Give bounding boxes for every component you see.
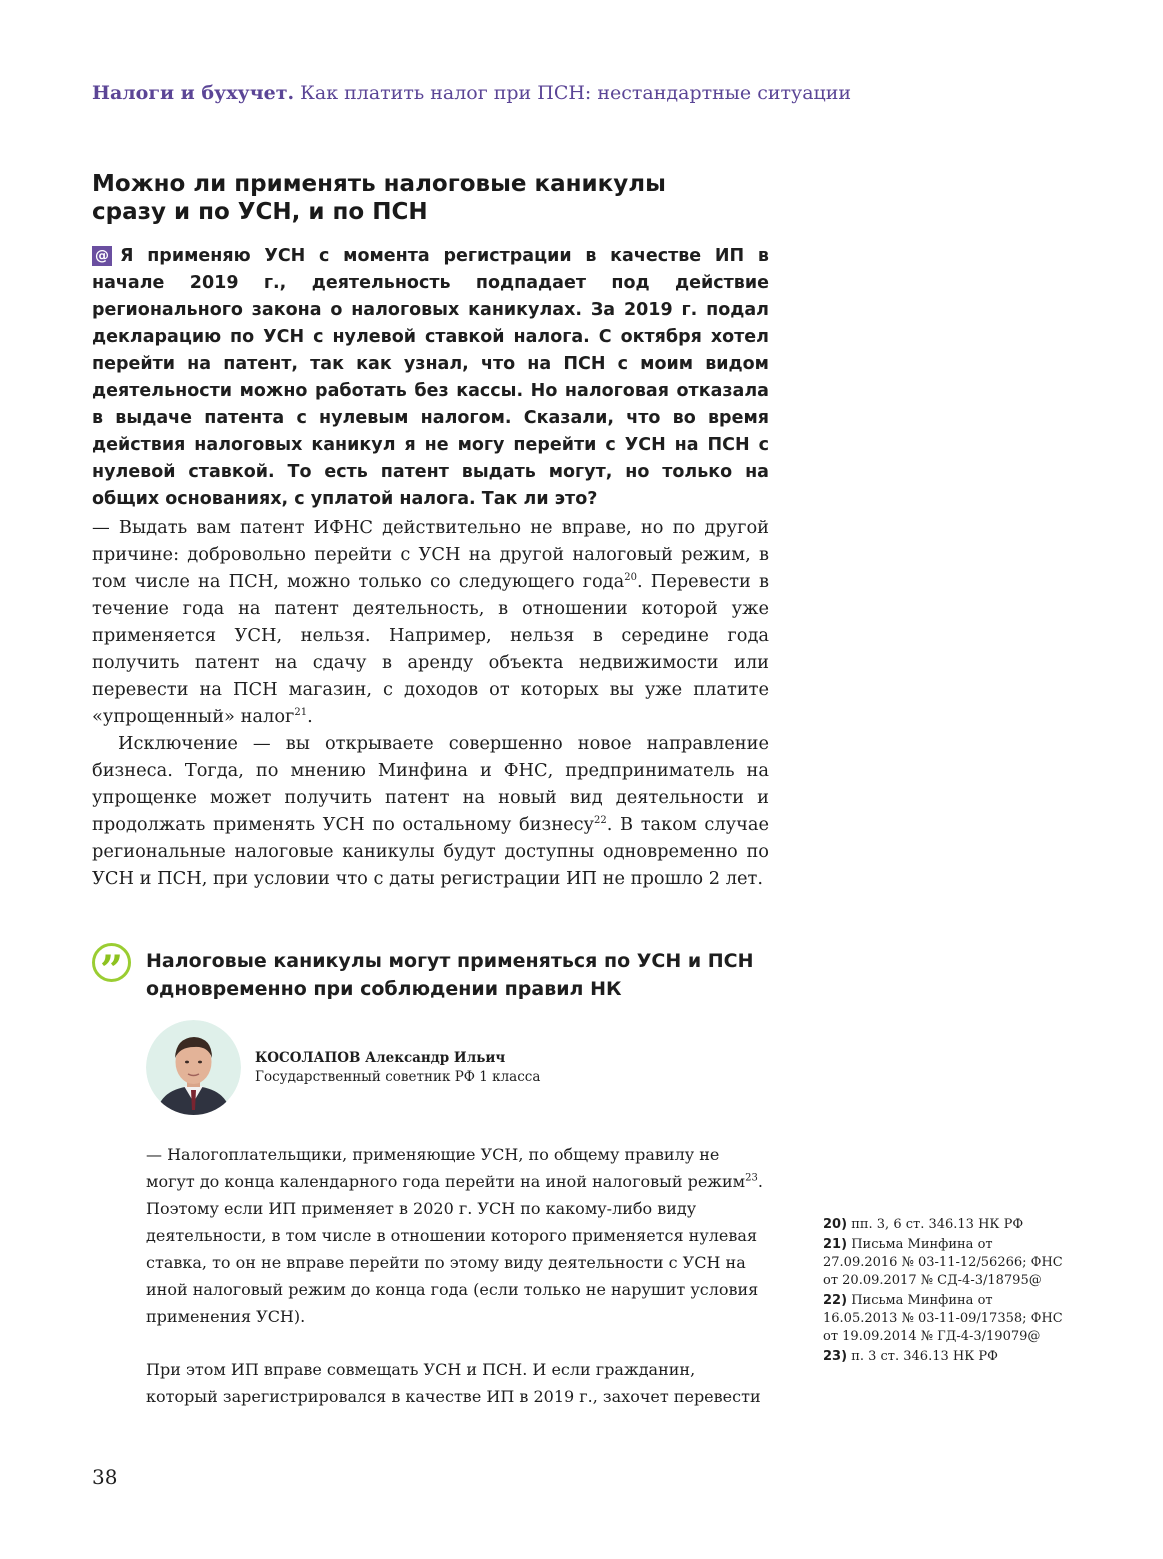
expert-text: — Налогоплательщики, применяющие УСН, по общему правилу не могут до конца календарного года перейти на иной налоговый режим	[146, 1145, 746, 1191]
answer-text: . Перевести в течение года на патент деятельность, в отношении которой уже применяется УСН, нельзя. Например, нельзя в середине года получить патент на сдачу в аренду объекта недвижимости или перевести на ПСН магазин, с доходов от которых вы уже платите «упрощенный» налог	[92, 571, 769, 727]
footnote	[823, 1348, 1063, 1366]
article-title: Можно ли применять налоговые каникулы сразу и по УСН, и по ПСН	[92, 171, 666, 225]
footnote-number: 22)	[823, 1293, 848, 1308]
expert-position: Государственный советник РФ 1 класса	[255, 1069, 541, 1085]
footnote-number: 23)	[823, 1349, 848, 1364]
expert-avatar	[146, 1020, 241, 1115]
footnote-ref: 21	[294, 707, 308, 719]
footnotes	[823, 1216, 1063, 1368]
header-section: Налоги и бухучет.	[92, 82, 295, 104]
reader-question	[92, 243, 769, 513]
footnote-text: Письма Минфина от 16.05.2013 № 03-11-09/17358; ФНС от 19.09.2014 № ГД-4-3/19079@	[823, 1293, 1063, 1344]
expert-paragraph: При этом ИП вправе совмещать УСН и ПСН. И если гражданин, который зарегистрировался в качестве ИП в 2019 г., захочет перевести	[146, 1360, 761, 1406]
answer-text: Исключение — вы открываете совершенно новое направление бизнеса. Тогда, по мнению Минфина и ФНС, предприниматель на упрощенке может получить патент на новый вид деятельности и продолжать применять УСН по остальному бизнесу	[92, 733, 769, 835]
footnote-ref: 23	[745, 1172, 758, 1184]
answer-text: — Выдать вам патент ИФНС действительно не вправе, но по другой причине: добровольно перейти с УСН на другой налоговый режим, в том числе на ПСН, можно только со следующего года	[92, 517, 769, 592]
footnote	[823, 1292, 1063, 1346]
at-icon: @	[92, 246, 112, 266]
answer-body	[92, 514, 769, 892]
footnote-number: 21)	[823, 1237, 848, 1252]
footnote-text: пп. 3, 6 ст. 346.13 НК РФ	[851, 1217, 1024, 1232]
expert-paragraph	[146, 1141, 768, 1330]
expert-name: КОСОЛАПОВ Александр Ильич	[255, 1050, 506, 1066]
expert-photo	[146, 1020, 241, 1115]
footnote-text: п. 3 ст. 346.13 НК РФ	[851, 1349, 998, 1364]
footnote-ref: 22	[594, 815, 607, 827]
footnote-ref: 20	[624, 572, 637, 584]
footnote	[823, 1236, 1063, 1290]
quote-icon: ”	[92, 943, 131, 982]
answer-text: .	[307, 706, 313, 727]
footnote-text: Письма Минфина от 27.09.2016 № 03-11-12/56266; ФНС от 20.09.2017 № СД-4-3/18795@	[823, 1237, 1063, 1288]
expert-comment	[146, 1141, 768, 1410]
running-header	[92, 82, 851, 104]
answer-paragraph	[92, 730, 769, 892]
answer-text: . В таком случае региональные налоговые каникулы будут доступны одновременно по УСН и ПСН, при условии что с даты регистрации ИП не прошло 2 лет.	[92, 814, 769, 889]
answer-paragraph	[92, 514, 769, 730]
question-text: Я применяю УСН с момента регистрации в качестве ИП в начале 2019 г., деятельность подпадает под действие регионального закона о налоговых каникулах. За 2019 г. подал декларацию по УСН с нулевой ставкой налога. С октября хотел перейти на патент, так как узнал, что на ПСН с моим видом деятельности можно работать без кассы. Но налоговая отказала в выдаче патента с нулевым налогом. Сказали, что во время действия налоговых каникул я не могу перейти с УСН на ПСН с нулевой ставкой. То есть патент выдать могут, но только на общих основаниях, с уплатой налога. Так ли это?	[92, 246, 769, 509]
page-number: 38	[92, 1465, 118, 1489]
expert-text: . Поэтому если ИП применяет в 2020 г. УСН по какому-либо виду деятельности, в том числе в отношении которого применяется нулевая ставка, то он не вправе перейти по этому виду деятельности с УСН на иной налоговый режим до конца года (если только не нарушит условия применения УСН).	[146, 1172, 763, 1326]
footnote-number: 20)	[823, 1217, 848, 1232]
header-article: Как платить налог при ПСН: нестандартные ситуации	[300, 82, 852, 104]
footnote	[823, 1216, 1063, 1234]
pull-quote: Налоговые каникулы могут применяться по УСН и ПСН одновременно при соблюдении правил НК	[146, 950, 754, 1000]
